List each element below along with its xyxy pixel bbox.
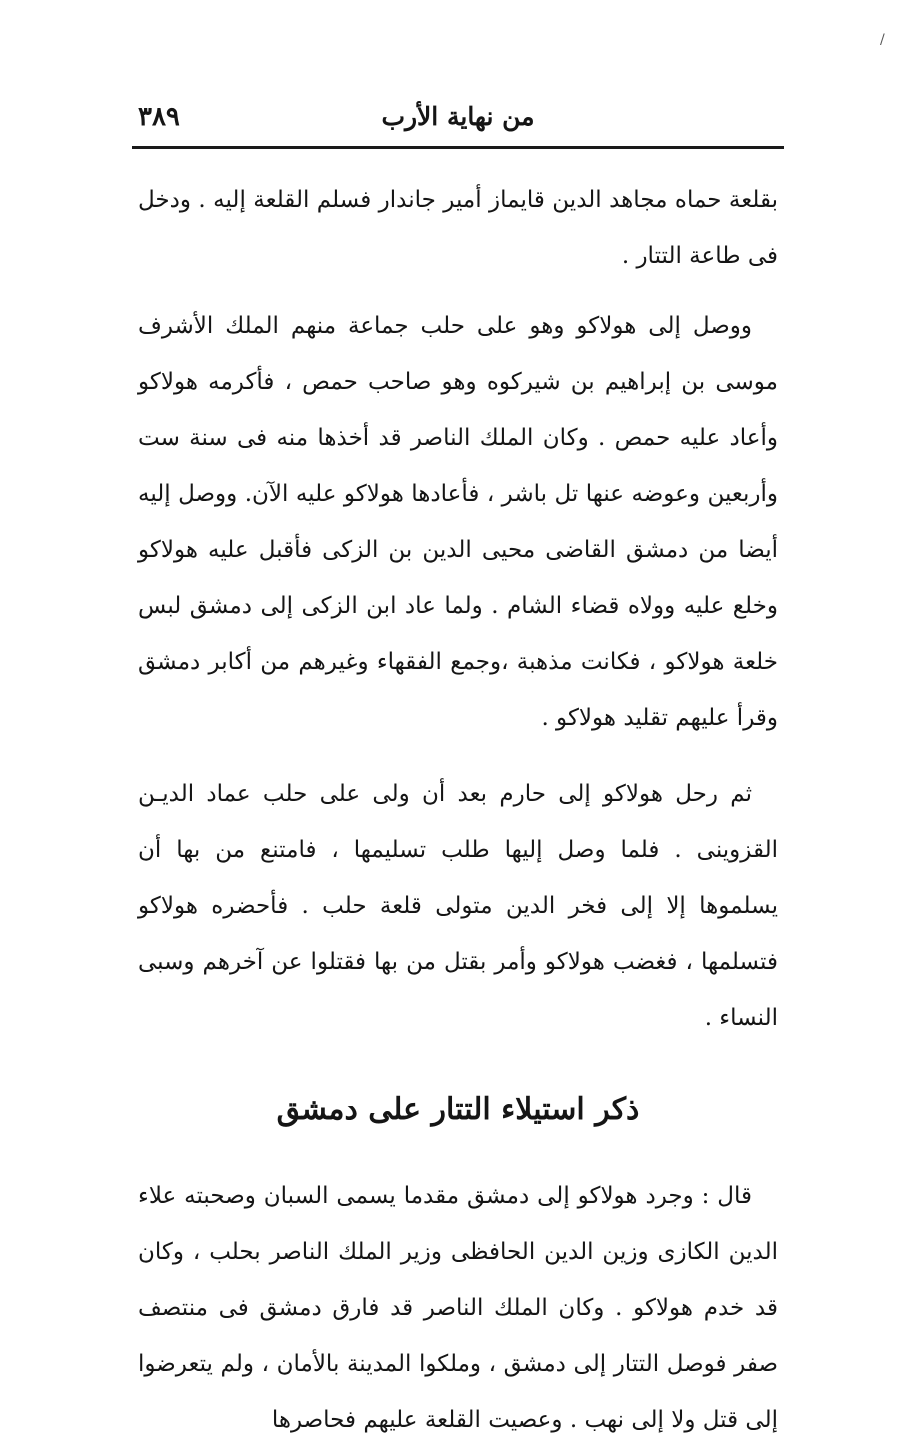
section-heading: ذكر استيلاء التتار على دمشق <box>276 1092 640 1127</box>
body-text <box>138 172 778 1448</box>
paragraph-1: بقلعة حماه مجاهد الدين قايماز أمير جاندار فسلم القلعة إليه . ودخل فى طاعة التتار . <box>138 187 778 269</box>
paragraph-4: قال : وجرد هولاكو إلى دمشق مقدما يسمى السبان وصحبته علاء الدين الكازى وزين الدين الحافظى وزير الملك الناصر بحلب ، وكان قد خدم هولاكو . وكان الملك الناصر قد فارق دمشق فى منتصف صفر فوصل التتار إلى دمشق ، وملكوا المدينة بالأمان ، ولم يتعرضوا إلى قتل ولا إلى نهب . وعصيت القلعة عليهم فحاصرها <box>138 1183 778 1433</box>
running-title: من نهاية الأرب <box>381 102 535 131</box>
paragraph-3: ثم رحل هولاكو إلى حارم بعد أن ولى على حلب عماد الديـن القزوينى . فلما وصل إليها طلب تسليمها ، فامتنع من بها أن يسلموها إلا إلى فخر الدين متولى قلعة حلب . فأحضره هولاكو فتسلمها ، فغضب هولاكو وأمر بقتل من بها فقتلوا عن آخرهم وسبى النساء . <box>138 781 778 1031</box>
page-number: ٣٨٩ <box>138 102 180 132</box>
paragraph-2: ووصل إلى هولاكو وهو على حلب جماعة منهم الملك الأشرف موسى بن إبراهيم بن شيركوه وهو صاحب حمص ، فأكرمه هولاكو وأعاد عليه حمص . وكان الملك الناصر قد أخذها منه فى سنة ست وأربعين وعوضه عنها تل باشر ، فأعادها هولاكو عليه الآن. ووصل إليه أيضا من دمشق القاضى محيى الدين بن الزكى فأقبل عليه هولاكو وخلع عليه وولاه قضاء الشام . ولما عاد ابن الزكى إلى دمشق لبس خلعة هولاكو ، فكانت مذهبة ،وجمع الفقهاء وغيرهم من أكابر دمشق وقرأ عليهم تقليد هولاكو . <box>138 313 779 731</box>
running-head <box>132 96 784 149</box>
margin-mark: / <box>880 32 885 48</box>
